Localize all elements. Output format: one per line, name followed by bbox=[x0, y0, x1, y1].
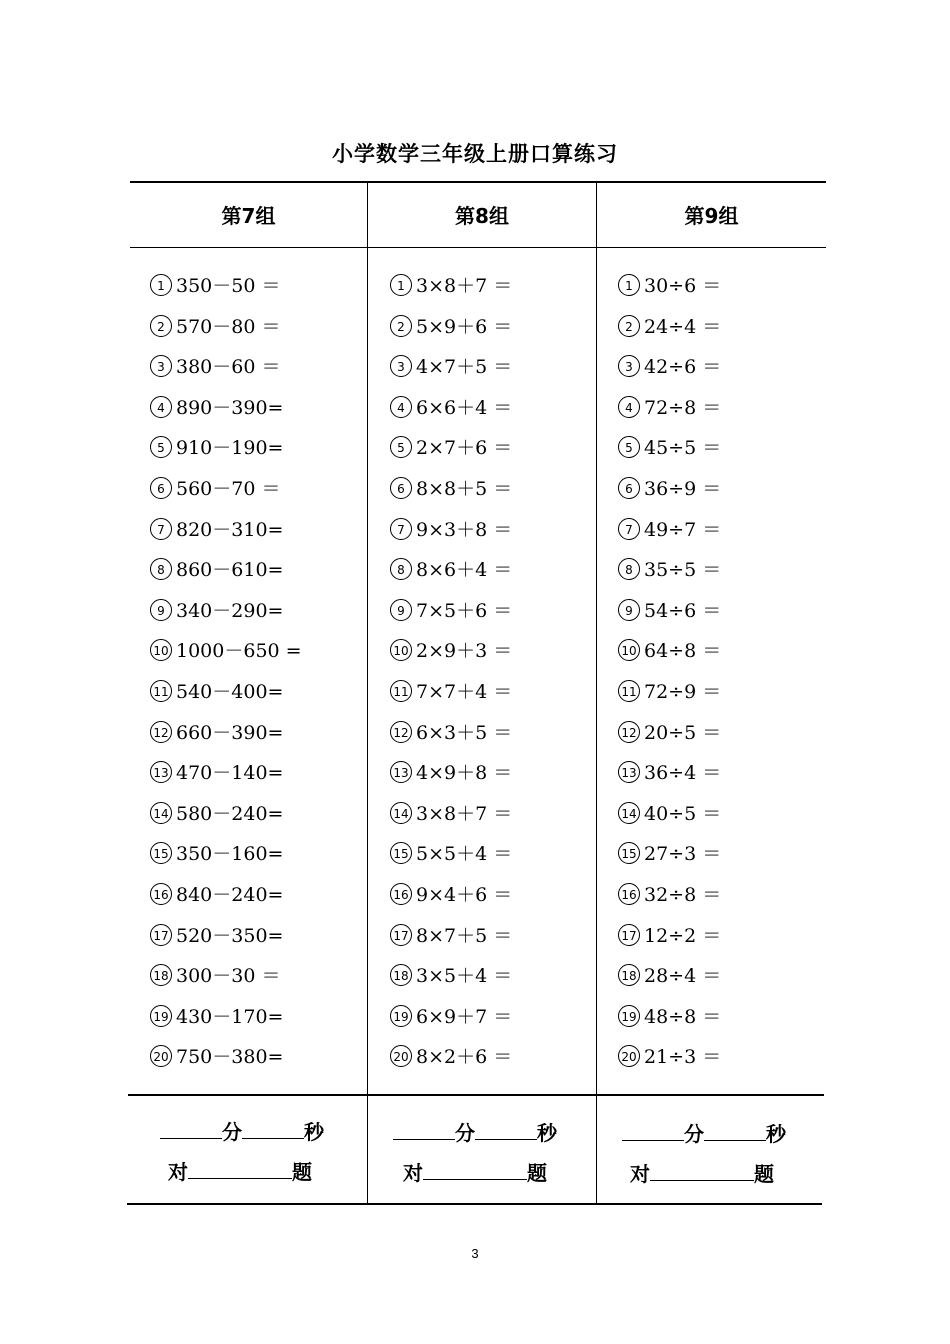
problem-number: 1 bbox=[390, 274, 412, 296]
column-header-group-7: 第7组 bbox=[221, 204, 276, 228]
problem-item bbox=[390, 469, 512, 510]
problem-expression: 840－240= bbox=[176, 883, 284, 906]
questions-label: 题 bbox=[292, 1160, 312, 1184]
problem-number: 11 bbox=[618, 680, 640, 702]
problem-item bbox=[618, 875, 721, 916]
problem-number: 9 bbox=[390, 599, 412, 621]
problem-number: 7 bbox=[150, 518, 172, 540]
problem-item bbox=[618, 753, 721, 794]
problem-item bbox=[618, 956, 721, 997]
problem-item bbox=[150, 428, 302, 469]
problem-expression: 660－390= bbox=[176, 721, 284, 744]
problem-expression: 28÷4 ＝ bbox=[644, 965, 722, 988]
problem-number: 3 bbox=[150, 355, 172, 377]
problem-item bbox=[150, 631, 302, 672]
problem-expression: 470－140= bbox=[176, 762, 284, 785]
problem-item bbox=[618, 510, 721, 551]
problem-number: 4 bbox=[390, 396, 412, 418]
problem-number: 1 bbox=[618, 274, 640, 296]
problem-item bbox=[390, 713, 512, 754]
problem-expression: 890－390= bbox=[176, 396, 284, 419]
problem-expression: 350－50 ＝ bbox=[176, 275, 281, 297]
correct-label: 对 bbox=[168, 1160, 188, 1184]
score-box-group-9 bbox=[622, 1114, 786, 1194]
problem-expression: 24÷4 ＝ bbox=[644, 315, 722, 338]
problem-expression: 4×7＋5 ＝ bbox=[416, 356, 513, 379]
problem-expression: 430－170= bbox=[176, 1005, 284, 1028]
problem-item bbox=[618, 307, 721, 348]
problem-item bbox=[150, 753, 302, 794]
problem-item bbox=[618, 794, 721, 835]
problem-expression: 72÷9 ＝ bbox=[644, 680, 722, 703]
problem-number: 15 bbox=[150, 842, 172, 864]
problem-number: 3 bbox=[390, 355, 412, 377]
problem-item bbox=[150, 713, 302, 754]
problem-number: 8 bbox=[618, 558, 640, 580]
score-box-group-7 bbox=[160, 1112, 324, 1192]
problem-expression: 36÷4 ＝ bbox=[644, 762, 722, 785]
problem-number: 14 bbox=[618, 802, 640, 824]
problem-number: 10 bbox=[390, 639, 412, 661]
problem-item bbox=[390, 510, 512, 551]
problem-expression: 12÷2 ＝ bbox=[644, 924, 722, 947]
problem-expression: 860－610= bbox=[176, 559, 284, 582]
problem-expression: 72÷8 ＝ bbox=[644, 396, 722, 419]
problem-expression: 3×8＋7 ＝ bbox=[416, 275, 513, 297]
problem-expression: 2×9＋3 ＝ bbox=[416, 640, 513, 663]
problem-item bbox=[390, 916, 512, 957]
problem-expression: 27÷3 ＝ bbox=[644, 843, 722, 866]
minute-label: 分 bbox=[222, 1120, 242, 1144]
problem-item bbox=[390, 307, 512, 348]
problem-item bbox=[390, 550, 512, 591]
problem-number: 16 bbox=[390, 883, 412, 905]
problem-number: 14 bbox=[150, 802, 172, 824]
problem-item bbox=[618, 347, 721, 388]
problem-expression: 35÷5 ＝ bbox=[644, 559, 722, 582]
problem-item bbox=[150, 956, 302, 997]
problem-item bbox=[390, 956, 512, 997]
problem-number: 17 bbox=[150, 924, 172, 946]
problem-item bbox=[150, 916, 302, 957]
problem-item bbox=[150, 347, 302, 388]
problem-expression: 9×3＋8 ＝ bbox=[416, 518, 513, 541]
problem-number: 3 bbox=[618, 355, 640, 377]
problem-number: 9 bbox=[150, 599, 172, 621]
problem-item bbox=[390, 1037, 512, 1078]
problem-item bbox=[618, 1037, 721, 1078]
problem-expression: 6×3＋5 ＝ bbox=[416, 721, 513, 744]
problem-item bbox=[150, 834, 302, 875]
minute-label: 分 bbox=[684, 1122, 704, 1146]
problem-item bbox=[150, 672, 302, 713]
problem-expression: 8×6＋4 ＝ bbox=[416, 559, 513, 582]
questions-label: 题 bbox=[527, 1161, 547, 1185]
problem-expression: 30÷6 ＝ bbox=[644, 275, 722, 297]
problem-item bbox=[390, 753, 512, 794]
problem-number: 20 bbox=[618, 1045, 640, 1067]
problem-number: 6 bbox=[618, 477, 640, 499]
problem-number: 2 bbox=[618, 315, 640, 337]
correct-count-blank[interactable] bbox=[423, 1179, 527, 1180]
problem-expression: 560－70 ＝ bbox=[176, 477, 281, 500]
problem-number: 4 bbox=[150, 396, 172, 418]
correct-label: 对 bbox=[403, 1161, 423, 1185]
minutes-blank[interactable] bbox=[622, 1140, 684, 1141]
problem-item bbox=[390, 834, 512, 875]
problem-number: 13 bbox=[618, 761, 640, 783]
problem-expression: 21÷3 ＝ bbox=[644, 1046, 722, 1069]
problem-expression: 750－380= bbox=[176, 1046, 284, 1069]
problem-number: 6 bbox=[150, 477, 172, 499]
problem-item bbox=[390, 997, 512, 1038]
problem-number: 14 bbox=[390, 802, 412, 824]
page-number: 3 bbox=[471, 1246, 479, 1261]
problem-expression: 6×9＋7 ＝ bbox=[416, 1005, 513, 1028]
score-box-group-8 bbox=[393, 1113, 557, 1193]
problem-item bbox=[390, 591, 512, 632]
problem-item bbox=[390, 672, 512, 713]
questions-label: 题 bbox=[754, 1162, 774, 1186]
problem-number: 5 bbox=[390, 436, 412, 458]
problem-item bbox=[618, 550, 721, 591]
second-label: 秒 bbox=[766, 1122, 786, 1146]
problem-number: 18 bbox=[150, 964, 172, 986]
problem-number: 13 bbox=[390, 761, 412, 783]
problem-expression: 8×8＋5 ＝ bbox=[416, 477, 513, 500]
problem-number: 7 bbox=[618, 518, 640, 540]
problem-item bbox=[618, 672, 721, 713]
column-divider-2 bbox=[596, 183, 597, 1203]
column-header-group-8: 第8组 bbox=[455, 204, 509, 228]
problem-item bbox=[390, 428, 512, 469]
problem-number: 2 bbox=[150, 315, 172, 337]
problem-item bbox=[618, 916, 721, 957]
problem-expression: 3×5＋4 ＝ bbox=[416, 965, 513, 988]
problem-number: 19 bbox=[618, 1005, 640, 1027]
problem-expression: 64÷8 ＝ bbox=[644, 640, 722, 663]
problem-expression: 5×5＋4 ＝ bbox=[416, 843, 513, 866]
problem-number: 20 bbox=[390, 1045, 412, 1067]
problem-number: 2 bbox=[390, 315, 412, 337]
seconds-blank[interactable] bbox=[704, 1140, 766, 1141]
problem-item bbox=[150, 307, 302, 348]
problem-expression: 36÷9 ＝ bbox=[644, 477, 722, 500]
problem-number: 12 bbox=[390, 721, 412, 743]
problem-item bbox=[390, 875, 512, 916]
problem-number: 6 bbox=[390, 477, 412, 499]
problem-expression: 540－400= bbox=[176, 680, 284, 703]
problem-expression: 32÷8 ＝ bbox=[644, 883, 722, 906]
problem-item bbox=[618, 631, 721, 672]
problem-number: 15 bbox=[390, 842, 412, 864]
problem-item bbox=[150, 591, 302, 632]
problem-expression: 48÷8 ＝ bbox=[644, 1005, 722, 1028]
problem-expression: 6×6＋4 ＝ bbox=[416, 396, 513, 419]
problem-expression: 8×7＋5 ＝ bbox=[416, 924, 513, 947]
problem-item bbox=[618, 997, 721, 1038]
problem-item bbox=[390, 266, 512, 307]
problem-number: 17 bbox=[390, 924, 412, 946]
problem-number: 11 bbox=[150, 680, 172, 702]
problem-item bbox=[618, 428, 721, 469]
problem-item bbox=[150, 266, 302, 307]
problem-expression: 7×7＋4 ＝ bbox=[416, 680, 513, 703]
problem-item bbox=[618, 591, 721, 632]
problem-expression: 7×5＋6 ＝ bbox=[416, 599, 513, 622]
problem-expression: 520－350= bbox=[176, 924, 284, 947]
table-bottom-rule bbox=[127, 1203, 822, 1205]
problem-expression: 54÷6 ＝ bbox=[644, 599, 722, 622]
second-label: 秒 bbox=[304, 1120, 324, 1144]
problem-expression: 820－310= bbox=[176, 518, 284, 541]
problem-number: 10 bbox=[618, 639, 640, 661]
problem-number: 8 bbox=[390, 558, 412, 580]
problem-number: 7 bbox=[390, 518, 412, 540]
problem-number: 13 bbox=[150, 761, 172, 783]
problem-number: 18 bbox=[618, 964, 640, 986]
problem-expression: 5×9＋6 ＝ bbox=[416, 315, 513, 338]
problem-expression: 350－160= bbox=[176, 843, 284, 866]
problem-item bbox=[150, 388, 302, 429]
problem-expression: 49÷7 ＝ bbox=[644, 518, 722, 541]
problem-item bbox=[618, 388, 721, 429]
problem-item bbox=[390, 794, 512, 835]
minutes-blank[interactable] bbox=[393, 1139, 455, 1140]
problem-item bbox=[390, 631, 512, 672]
problem-number: 19 bbox=[150, 1005, 172, 1027]
problem-item bbox=[150, 550, 302, 591]
correct-count-blank[interactable] bbox=[650, 1180, 754, 1181]
problem-expression: 20÷5 ＝ bbox=[644, 721, 722, 744]
problem-number: 11 bbox=[390, 680, 412, 702]
problem-expression: 3×8＋7 ＝ bbox=[416, 802, 513, 825]
correct-count-blank[interactable] bbox=[188, 1178, 292, 1179]
page-title: 小学数学三年级上册口算练习 bbox=[332, 142, 618, 166]
problem-number: 19 bbox=[390, 1005, 412, 1027]
problem-list-group-8 bbox=[390, 266, 512, 1078]
problem-item bbox=[618, 713, 721, 754]
seconds-blank[interactable] bbox=[475, 1139, 537, 1140]
problem-list-group-9 bbox=[618, 266, 721, 1078]
problem-number: 5 bbox=[150, 436, 172, 458]
problem-expression: 340－290= bbox=[176, 599, 284, 622]
problem-number: 1 bbox=[150, 274, 172, 296]
problem-item bbox=[390, 347, 512, 388]
problem-expression: 8×2＋6 ＝ bbox=[416, 1046, 513, 1069]
problem-number: 12 bbox=[618, 721, 640, 743]
problem-item bbox=[618, 469, 721, 510]
problem-number: 16 bbox=[618, 883, 640, 905]
problem-number: 5 bbox=[618, 436, 640, 458]
problem-expression: 1000－650 = bbox=[176, 640, 302, 663]
table-top-rule bbox=[130, 181, 826, 183]
correct-label: 对 bbox=[630, 1162, 650, 1186]
column-header-group-9: 第9组 bbox=[684, 204, 739, 228]
problem-expression: 380－60 ＝ bbox=[176, 356, 281, 379]
problem-item bbox=[618, 834, 721, 875]
problem-number: 20 bbox=[150, 1045, 172, 1067]
minute-label: 分 bbox=[455, 1121, 475, 1145]
problem-expression: 40÷5 ＝ bbox=[644, 802, 722, 825]
problem-number: 16 bbox=[150, 883, 172, 905]
second-label: 秒 bbox=[537, 1121, 557, 1145]
problem-expression: 4×9＋8 ＝ bbox=[416, 762, 513, 785]
problem-number: 15 bbox=[618, 842, 640, 864]
problem-number: 12 bbox=[150, 721, 172, 743]
problem-item bbox=[150, 1037, 302, 1078]
problem-expression: 45÷5 ＝ bbox=[644, 437, 722, 460]
problem-expression: 9×4＋6 ＝ bbox=[416, 883, 513, 906]
problem-number: 18 bbox=[390, 964, 412, 986]
problem-expression: 570－80 ＝ bbox=[176, 315, 281, 338]
problem-item bbox=[150, 794, 302, 835]
problem-item bbox=[150, 510, 302, 551]
minutes-blank[interactable] bbox=[160, 1138, 222, 1139]
problem-item bbox=[150, 997, 302, 1038]
problem-number: 9 bbox=[618, 599, 640, 621]
problem-number: 17 bbox=[618, 924, 640, 946]
problem-list-group-7 bbox=[150, 266, 302, 1078]
problem-expression: 580－240= bbox=[176, 802, 284, 825]
problem-number: 8 bbox=[150, 558, 172, 580]
problem-expression: 910－190= bbox=[176, 437, 284, 460]
problem-item bbox=[150, 469, 302, 510]
problem-expression: 300－30 ＝ bbox=[176, 965, 281, 988]
problem-expression: 2×7＋6 ＝ bbox=[416, 437, 513, 460]
problem-item bbox=[150, 875, 302, 916]
problem-item bbox=[618, 266, 721, 307]
header-divider bbox=[130, 247, 826, 248]
seconds-blank[interactable] bbox=[242, 1138, 304, 1139]
problem-number: 4 bbox=[618, 396, 640, 418]
problem-item bbox=[390, 388, 512, 429]
problem-expression: 42÷6 ＝ bbox=[644, 356, 722, 379]
problem-number: 10 bbox=[150, 639, 172, 661]
footer-divider bbox=[128, 1094, 824, 1096]
column-divider-1 bbox=[367, 183, 368, 1203]
